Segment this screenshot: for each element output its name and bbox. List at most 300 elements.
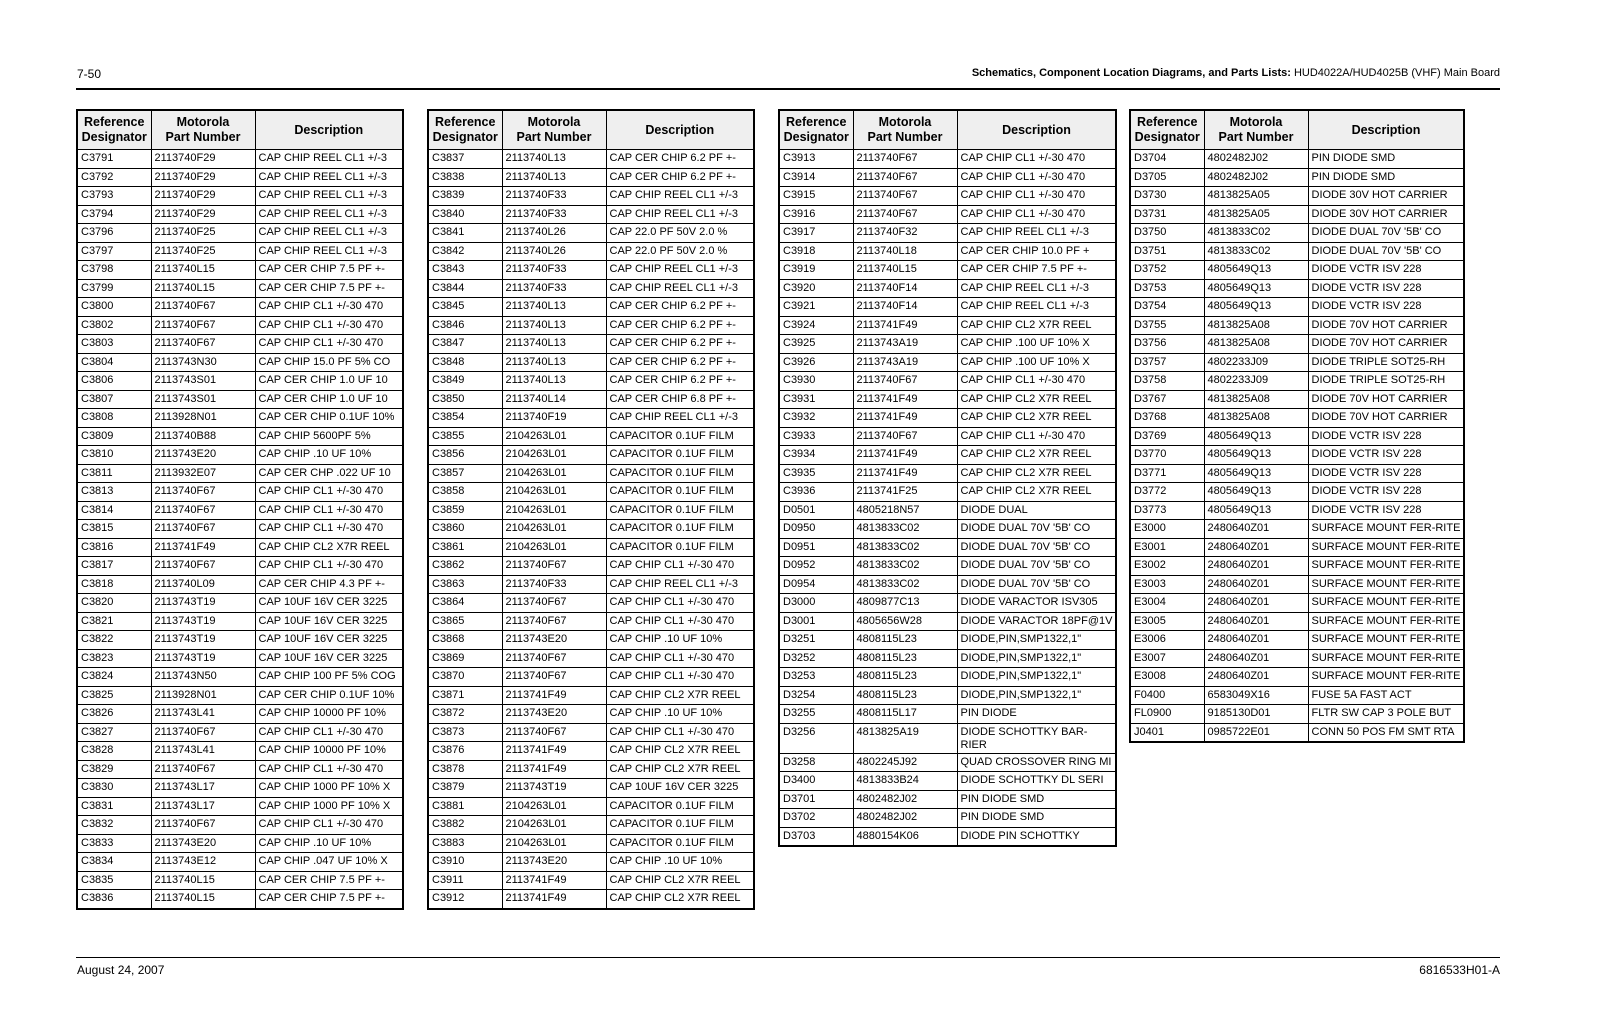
cell-description: CAP CHIP CL1 +/-30 470 bbox=[255, 557, 403, 576]
cell-reference: C3932 bbox=[779, 409, 853, 428]
cell-reference: C3799 bbox=[77, 279, 151, 298]
cell-reference: C3859 bbox=[428, 501, 502, 520]
cell-reference: C3920 bbox=[779, 279, 853, 298]
cell-part-number: 2113743N50 bbox=[151, 668, 255, 687]
table-row bbox=[428, 372, 754, 391]
cell-part-number: 2113743A19 bbox=[853, 353, 957, 372]
cell-reference: C3913 bbox=[779, 150, 853, 169]
cell-part-number: 2113928N01 bbox=[151, 409, 255, 428]
table-row bbox=[77, 168, 403, 187]
cell-description: PIN DIODE bbox=[957, 705, 1116, 724]
cell-part-number: 2113740L14 bbox=[502, 390, 606, 409]
cell-description: DIODE DUAL 70V '5B' CO bbox=[957, 575, 1116, 594]
table-row bbox=[77, 224, 403, 243]
cell-reference: C3827 bbox=[77, 723, 151, 742]
cell-part-number: 4802482J02 bbox=[853, 790, 957, 809]
cell-part-number: 4813825A05 bbox=[1204, 205, 1308, 224]
cell-description: CONN 50 POS FM SMT RTA bbox=[1308, 723, 1464, 742]
cell-part-number: 9185130D01 bbox=[1204, 705, 1308, 724]
cell-reference: C3845 bbox=[428, 298, 502, 317]
table-row bbox=[428, 686, 754, 705]
cell-description: CAP CHIP .10 UF 10% bbox=[255, 834, 403, 853]
cell-reference: D3767 bbox=[1130, 390, 1204, 409]
table-row bbox=[428, 446, 754, 465]
cell-reference: D3702 bbox=[779, 809, 853, 828]
cell-part-number: 6583049X16 bbox=[1204, 686, 1308, 705]
table-row bbox=[779, 298, 1116, 317]
cell-description: DIODE VCTR ISV 228 bbox=[1308, 427, 1464, 446]
cell-part-number: 2113740F67 bbox=[853, 205, 957, 224]
cell-description: CAP CHIP REEL CL1 +/-3 bbox=[255, 168, 403, 187]
cell-description: CAP CHIP CL2 X7R REEL bbox=[957, 483, 1116, 502]
table-row bbox=[779, 594, 1116, 613]
cell-reference: C3872 bbox=[428, 705, 502, 724]
cell-reference: E3001 bbox=[1130, 538, 1204, 557]
cell-reference: D0950 bbox=[779, 520, 853, 539]
table-row bbox=[1130, 390, 1464, 409]
cell-reference: C3931 bbox=[779, 390, 853, 409]
table-row bbox=[428, 150, 754, 169]
table-row bbox=[77, 890, 403, 909]
cell-description: CAP CHIP CL1 +/-30 470 bbox=[606, 668, 754, 687]
cell-part-number: 4802233J09 bbox=[1204, 353, 1308, 372]
cell-description: CAP CER CHIP 1.0 UF 10 bbox=[255, 390, 403, 409]
col-header-reference: Reference Designator bbox=[428, 110, 502, 150]
cell-description: CAP CHIP CL2 X7R REEL bbox=[606, 890, 754, 909]
cell-reference: C3862 bbox=[428, 557, 502, 576]
cell-description: DIODE 30V HOT CARRIER bbox=[1308, 205, 1464, 224]
cell-reference: C3921 bbox=[779, 298, 853, 317]
cell-description: CAP CER CHIP 1.0 UF 10 bbox=[255, 372, 403, 391]
cell-description: CAP 10UF 16V CER 3225 bbox=[255, 631, 403, 650]
cell-reference: C3823 bbox=[77, 649, 151, 668]
cell-description: CAP CHIP CL1 +/-30 470 bbox=[255, 816, 403, 835]
cell-part-number: 2113740F33 bbox=[502, 279, 606, 298]
table-row bbox=[1130, 316, 1464, 335]
cell-description: QUAD CROSSOVER RING MI bbox=[957, 753, 1116, 772]
cell-description: CAP CHIP REEL CL1 +/-3 bbox=[606, 575, 754, 594]
cell-description: CAP CHIP CL1 +/-30 470 bbox=[255, 723, 403, 742]
cell-part-number: 2113740L26 bbox=[502, 224, 606, 243]
cell-description: CAP CHIP CL2 X7R REEL bbox=[255, 538, 403, 557]
cell-reference: C3844 bbox=[428, 279, 502, 298]
cell-part-number: 2113743A19 bbox=[853, 335, 957, 354]
cell-description: FLTR SW CAP 3 POLE BUT bbox=[1308, 705, 1464, 724]
table-row bbox=[77, 668, 403, 687]
cell-part-number: 4813833C02 bbox=[853, 520, 957, 539]
cell-reference: C3798 bbox=[77, 261, 151, 280]
cell-description: CAP CHIP CL2 X7R REEL bbox=[957, 390, 1116, 409]
table-row bbox=[428, 316, 754, 335]
cell-reference: C3800 bbox=[77, 298, 151, 317]
cell-part-number: 2113740L26 bbox=[502, 242, 606, 261]
cell-part-number: 2113740L13 bbox=[502, 353, 606, 372]
cell-part-number: 2480640Z01 bbox=[1204, 575, 1308, 594]
cell-description: CAP CHIP REEL CL1 +/-3 bbox=[606, 279, 754, 298]
cell-part-number: 2113741F49 bbox=[151, 538, 255, 557]
cell-part-number: 2113743L41 bbox=[151, 705, 255, 724]
cell-description: DIODE VCTR ISV 228 bbox=[1308, 279, 1464, 298]
cell-description: SURFACE MOUNT FER-RITE bbox=[1308, 668, 1464, 687]
cell-part-number: 2113741F49 bbox=[502, 760, 606, 779]
cell-reference: C3813 bbox=[77, 483, 151, 502]
table-row bbox=[779, 723, 1116, 753]
table-row bbox=[779, 649, 1116, 668]
cell-description: CAP CHIP CL2 X7R REEL bbox=[606, 742, 754, 761]
cell-description: DIODE PIN SCHOTTKY bbox=[957, 827, 1116, 846]
page-header-title bbox=[972, 67, 1500, 79]
cell-part-number: 2113740F67 bbox=[853, 427, 957, 446]
cell-part-number: 4813833C02 bbox=[853, 538, 957, 557]
table-row bbox=[1130, 427, 1464, 446]
cell-description: CAP 10UF 16V CER 3225 bbox=[606, 779, 754, 798]
cell-description: PIN DIODE SMD bbox=[1308, 150, 1464, 169]
table-row bbox=[779, 612, 1116, 631]
cell-description: DIODE TRIPLE SOT25-RH bbox=[1308, 372, 1464, 391]
cell-description: SURFACE MOUNT FER-RITE bbox=[1308, 557, 1464, 576]
cell-part-number: 2113740L13 bbox=[502, 316, 606, 335]
cell-reference: C3918 bbox=[779, 242, 853, 261]
table-row bbox=[77, 594, 403, 613]
parts-table-3 bbox=[778, 109, 1117, 847]
cell-reference: E3000 bbox=[1130, 520, 1204, 539]
cell-part-number: 2113743S01 bbox=[151, 390, 255, 409]
cell-reference: C3926 bbox=[779, 353, 853, 372]
cell-description: CAPACITOR 0.1UF FILM bbox=[606, 834, 754, 853]
cell-reference: C3883 bbox=[428, 834, 502, 853]
cell-part-number: 4808115L23 bbox=[853, 631, 957, 650]
cell-description: DIODE DUAL 70V '5B' CO bbox=[957, 538, 1116, 557]
cell-part-number: 2104263L01 bbox=[502, 446, 606, 465]
cell-part-number: 2113741F49 bbox=[853, 316, 957, 335]
cell-reference: D3253 bbox=[779, 668, 853, 687]
cell-reference: C3828 bbox=[77, 742, 151, 761]
cell-description: CAP CHIP 1000 PF 10% X bbox=[255, 779, 403, 798]
cell-description: CAP CHIP REEL CL1 +/-3 bbox=[957, 279, 1116, 298]
cell-part-number: 4805218N57 bbox=[853, 501, 957, 520]
cell-part-number: 2104263L01 bbox=[502, 816, 606, 835]
cell-part-number: 4805649Q13 bbox=[1204, 501, 1308, 520]
cell-part-number: 4805649Q13 bbox=[1204, 464, 1308, 483]
cell-reference: D3756 bbox=[1130, 335, 1204, 354]
table-row bbox=[77, 871, 403, 890]
table-row bbox=[779, 261, 1116, 280]
table-row bbox=[779, 483, 1116, 502]
cell-reference: C3807 bbox=[77, 390, 151, 409]
cell-description: CAP CHIP REEL CL1 +/-3 bbox=[957, 224, 1116, 243]
table-row bbox=[779, 575, 1116, 594]
cell-reference: C3925 bbox=[779, 335, 853, 354]
cell-part-number: 2113743T19 bbox=[151, 594, 255, 613]
cell-part-number: 4808115L23 bbox=[853, 668, 957, 687]
parts-table-2 bbox=[427, 109, 755, 910]
cell-part-number: 2113743T19 bbox=[151, 612, 255, 631]
cell-reference: C3822 bbox=[77, 631, 151, 650]
cell-reference: C3855 bbox=[428, 427, 502, 446]
cell-description: CAP CER CHIP 7.5 PF +- bbox=[255, 871, 403, 890]
cell-description: DIODE DUAL 70V '5B' CO bbox=[1308, 242, 1464, 261]
cell-reference: C3837 bbox=[428, 150, 502, 169]
cell-part-number: 2113740F67 bbox=[151, 335, 255, 354]
cell-part-number: 4808115L17 bbox=[853, 705, 957, 724]
table-row bbox=[1130, 205, 1464, 224]
table-row bbox=[1130, 372, 1464, 391]
cell-description: PIN DIODE SMD bbox=[1308, 168, 1464, 187]
cell-description: CAP 10UF 16V CER 3225 bbox=[255, 649, 403, 668]
cell-reference: D3755 bbox=[1130, 316, 1204, 335]
cell-description: CAP CER CHIP 6.2 PF +- bbox=[606, 353, 754, 372]
footer-doc-number: 6816533H01-A bbox=[1419, 963, 1500, 977]
cell-description: DIODE VCTR ISV 228 bbox=[1308, 483, 1464, 502]
cell-part-number: 2104263L01 bbox=[502, 427, 606, 446]
table-row bbox=[1130, 538, 1464, 557]
cell-reference: D3000 bbox=[779, 594, 853, 613]
cell-description: DIODE 70V HOT CARRIER bbox=[1308, 390, 1464, 409]
cell-reference: D3758 bbox=[1130, 372, 1204, 391]
cell-description: DIODE TRIPLE SOT25-RH bbox=[1308, 353, 1464, 372]
table-row bbox=[77, 427, 403, 446]
cell-description: DIODE DUAL 70V '5B' CO bbox=[957, 520, 1116, 539]
cell-reference: E3002 bbox=[1130, 557, 1204, 576]
table-row bbox=[779, 809, 1116, 828]
cell-reference: E3008 bbox=[1130, 668, 1204, 687]
table-row bbox=[1130, 168, 1464, 187]
col-header-part-number: Motorola Part Number bbox=[853, 110, 957, 150]
cell-reference: C3846 bbox=[428, 316, 502, 335]
cell-description: CAP CHIP .100 UF 10% X bbox=[957, 335, 1116, 354]
cell-part-number: 2113741F49 bbox=[502, 890, 606, 909]
cell-description: SURFACE MOUNT FER-RITE bbox=[1308, 649, 1464, 668]
cell-part-number: 4802482J02 bbox=[1204, 168, 1308, 187]
cell-reference: C3796 bbox=[77, 224, 151, 243]
cell-part-number: 2104263L01 bbox=[502, 501, 606, 520]
cell-part-number: 2113740F32 bbox=[853, 224, 957, 243]
cell-part-number: 4813833C02 bbox=[1204, 224, 1308, 243]
table-row bbox=[77, 797, 403, 816]
table-row bbox=[77, 298, 403, 317]
cell-description: CAP CHIP .10 UF 10% bbox=[255, 446, 403, 465]
cell-reference: C3935 bbox=[779, 464, 853, 483]
cell-part-number: 2113740F29 bbox=[151, 168, 255, 187]
table-row bbox=[77, 279, 403, 298]
table-row bbox=[1130, 150, 1464, 169]
cell-description: CAP CER CHP .022 UF 10 bbox=[255, 464, 403, 483]
col-header-description: Description bbox=[1308, 110, 1464, 150]
table-row bbox=[428, 575, 754, 594]
col-header-part-number: Motorola Part Number bbox=[1204, 110, 1308, 150]
header-title-rest: HUD4022A/HUD4025B (VHF) Main Board bbox=[1290, 67, 1500, 79]
cell-reference: C3865 bbox=[428, 612, 502, 631]
cell-description: DIODE 70V HOT CARRIER bbox=[1308, 335, 1464, 354]
cell-part-number: 4805649Q13 bbox=[1204, 446, 1308, 465]
cell-part-number: 2113743E20 bbox=[502, 631, 606, 650]
table-row bbox=[77, 760, 403, 779]
cell-reference: D3768 bbox=[1130, 409, 1204, 428]
footer-rule bbox=[76, 957, 1500, 958]
cell-part-number: 2113741F25 bbox=[853, 483, 957, 502]
cell-part-number: 2480640Z01 bbox=[1204, 631, 1308, 650]
cell-reference: C3930 bbox=[779, 372, 853, 391]
cell-part-number: 2113740F67 bbox=[151, 557, 255, 576]
cell-description: PIN DIODE SMD bbox=[957, 790, 1116, 809]
cell-reference: D3771 bbox=[1130, 464, 1204, 483]
table-row bbox=[77, 390, 403, 409]
table-row bbox=[77, 372, 403, 391]
cell-part-number: 2113740F67 bbox=[151, 501, 255, 520]
cell-reference: C3881 bbox=[428, 797, 502, 816]
cell-reference: D0954 bbox=[779, 575, 853, 594]
table-row bbox=[779, 705, 1116, 724]
cell-part-number: 2480640Z01 bbox=[1204, 649, 1308, 668]
cell-reference: D3256 bbox=[779, 723, 853, 753]
table-row bbox=[77, 187, 403, 206]
cell-reference: C3820 bbox=[77, 594, 151, 613]
cell-part-number: 2104263L01 bbox=[502, 464, 606, 483]
cell-part-number: 4813825A05 bbox=[1204, 187, 1308, 206]
cell-part-number: 2113743E12 bbox=[151, 853, 255, 872]
table-row bbox=[1130, 668, 1464, 687]
table-row bbox=[1130, 705, 1464, 724]
parts-table-1 bbox=[76, 109, 404, 910]
table-row bbox=[428, 649, 754, 668]
table-row bbox=[77, 649, 403, 668]
cell-description: CAP CER CHIP 7.5 PF +- bbox=[255, 279, 403, 298]
cell-description: CAP CHIP 10000 PF 10% bbox=[255, 742, 403, 761]
cell-part-number: 2104263L01 bbox=[502, 520, 606, 539]
table-row bbox=[428, 205, 754, 224]
cell-part-number: 2113743T19 bbox=[151, 649, 255, 668]
cell-description: SURFACE MOUNT FER-RITE bbox=[1308, 612, 1464, 631]
cell-part-number: 2113743S01 bbox=[151, 372, 255, 391]
cell-description: CAP CER CHIP 6.8 PF +- bbox=[606, 390, 754, 409]
table-row bbox=[77, 631, 403, 650]
cell-reference: D3701 bbox=[779, 790, 853, 809]
table-row bbox=[428, 409, 754, 428]
table-row bbox=[77, 742, 403, 761]
cell-reference: D3757 bbox=[1130, 353, 1204, 372]
cell-description: CAPACITOR 0.1UF FILM bbox=[606, 538, 754, 557]
cell-part-number: 2113740F33 bbox=[502, 261, 606, 280]
cell-part-number: 4813825A19 bbox=[853, 723, 957, 753]
table-row bbox=[779, 427, 1116, 446]
cell-reference: C3817 bbox=[77, 557, 151, 576]
col-header-reference: Reference Designator bbox=[779, 110, 853, 150]
cell-part-number: 4813825A08 bbox=[1204, 390, 1308, 409]
cell-part-number: 4808115L23 bbox=[853, 686, 957, 705]
cell-reference: E3007 bbox=[1130, 649, 1204, 668]
table-row bbox=[428, 631, 754, 650]
cell-part-number: 2113740L18 bbox=[853, 242, 957, 261]
cell-part-number: 2113740L15 bbox=[853, 261, 957, 280]
cell-reference: C3797 bbox=[77, 242, 151, 261]
cell-description: CAP CHIP CL1 +/-30 470 bbox=[255, 316, 403, 335]
cell-description: DIODE,PIN,SMP1322,1" bbox=[957, 686, 1116, 705]
cell-reference: D3001 bbox=[779, 612, 853, 631]
col-header-reference: Reference Designator bbox=[1130, 110, 1204, 150]
cell-description: CAP CER CHIP 0.1UF 10% bbox=[255, 686, 403, 705]
cell-part-number: 2113740F67 bbox=[151, 298, 255, 317]
table-row bbox=[428, 779, 754, 798]
cell-reference: D3769 bbox=[1130, 427, 1204, 446]
table-row bbox=[428, 224, 754, 243]
table-row bbox=[1130, 520, 1464, 539]
cell-description: SURFACE MOUNT FER-RITE bbox=[1308, 520, 1464, 539]
table-row bbox=[428, 168, 754, 187]
cell-part-number: 2113740F14 bbox=[853, 279, 957, 298]
cell-reference: C3836 bbox=[77, 890, 151, 909]
cell-description: CAP CHIP CL2 X7R REEL bbox=[957, 464, 1116, 483]
cell-part-number: 2113740F67 bbox=[151, 816, 255, 835]
cell-part-number: 2480640Z01 bbox=[1204, 557, 1308, 576]
cell-reference: C3839 bbox=[428, 187, 502, 206]
table-row bbox=[779, 827, 1116, 846]
cell-part-number: 4802233J09 bbox=[1204, 372, 1308, 391]
cell-part-number: 2113741F49 bbox=[853, 409, 957, 428]
table-row bbox=[1130, 446, 1464, 465]
cell-reference: D3730 bbox=[1130, 187, 1204, 206]
cell-reference: C3803 bbox=[77, 335, 151, 354]
cell-description: CAP CHIP REEL CL1 +/-3 bbox=[255, 224, 403, 243]
cell-reference: D3258 bbox=[779, 753, 853, 772]
cell-reference: C3870 bbox=[428, 668, 502, 687]
cell-part-number: 2113743T19 bbox=[151, 631, 255, 650]
cell-reference: C3876 bbox=[428, 742, 502, 761]
cell-part-number: 2113740F67 bbox=[151, 723, 255, 742]
cell-reference: C3816 bbox=[77, 538, 151, 557]
cell-part-number: 4805649Q13 bbox=[1204, 483, 1308, 502]
cell-part-number: 2113740F19 bbox=[502, 409, 606, 428]
cell-part-number: 2104263L01 bbox=[502, 538, 606, 557]
table-row bbox=[779, 372, 1116, 391]
cell-reference: C3924 bbox=[779, 316, 853, 335]
table-row bbox=[77, 335, 403, 354]
cell-reference: C3833 bbox=[77, 834, 151, 853]
cell-reference: C3794 bbox=[77, 205, 151, 224]
cell-description: CAP CHIP REEL CL1 +/-3 bbox=[255, 187, 403, 206]
table-row bbox=[428, 816, 754, 835]
cell-part-number: 2113740F29 bbox=[151, 187, 255, 206]
cell-part-number: 2113740F29 bbox=[151, 205, 255, 224]
cell-reference: C3808 bbox=[77, 409, 151, 428]
cell-reference: C3861 bbox=[428, 538, 502, 557]
cell-part-number: 2104263L01 bbox=[502, 483, 606, 502]
cell-reference: C3835 bbox=[77, 871, 151, 890]
table-row bbox=[77, 538, 403, 557]
cell-reference: C3912 bbox=[428, 890, 502, 909]
table-row bbox=[779, 224, 1116, 243]
cell-reference: C3824 bbox=[77, 668, 151, 687]
cell-part-number: 4805656W28 bbox=[853, 612, 957, 631]
cell-part-number: 4802482J02 bbox=[853, 809, 957, 828]
cell-reference: C3860 bbox=[428, 520, 502, 539]
cell-description: DIODE VCTR ISV 228 bbox=[1308, 501, 1464, 520]
cell-reference: C3815 bbox=[77, 520, 151, 539]
cell-description: CAP CHIP REEL CL1 +/-3 bbox=[255, 150, 403, 169]
cell-description: CAP CER CHIP 7.5 PF +- bbox=[957, 261, 1116, 280]
table-row bbox=[1130, 612, 1464, 631]
cell-part-number: 2113741F49 bbox=[502, 871, 606, 890]
table-row bbox=[779, 205, 1116, 224]
cell-reference: D3754 bbox=[1130, 298, 1204, 317]
table-row bbox=[779, 520, 1116, 539]
cell-part-number: 0985722E01 bbox=[1204, 723, 1308, 742]
cell-description: CAP CHIP CL1 +/-30 470 bbox=[957, 150, 1116, 169]
cell-description: CAPACITOR 0.1UF FILM bbox=[606, 483, 754, 502]
table-row bbox=[1130, 501, 1464, 520]
cell-description: CAP CHIP REEL CL1 +/-3 bbox=[255, 242, 403, 261]
cell-description: CAP CER CHIP 10.0 PF + bbox=[957, 242, 1116, 261]
table-row bbox=[1130, 575, 1464, 594]
